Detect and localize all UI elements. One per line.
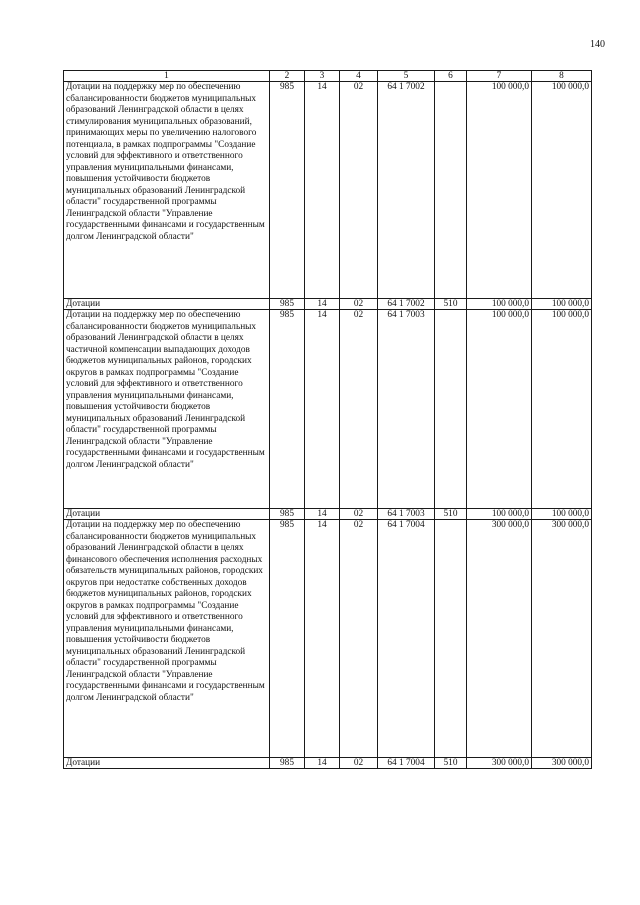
column-header: 5	[378, 71, 435, 82]
table-row	[64, 758, 592, 769]
cell-amount-col8: 100 000,0	[532, 310, 592, 509]
column-header: 2	[270, 71, 305, 82]
cell-section: 14	[305, 82, 340, 299]
cell-subsection: 02	[340, 299, 378, 310]
cell-admin-code: 985	[270, 299, 305, 310]
column-header: 4	[340, 71, 378, 82]
cell-amount-col7: 100 000,0	[467, 310, 532, 509]
table-header-row	[64, 71, 592, 82]
cell-admin-code: 985	[270, 758, 305, 769]
cell-target-article: 64 1 7003	[378, 310, 435, 509]
cell-subsection: 02	[340, 82, 378, 299]
table-row	[64, 82, 592, 299]
cell-subsection: 02	[340, 509, 378, 520]
table-row	[64, 520, 592, 758]
cell-section: 14	[305, 509, 340, 520]
cell-amount-col7: 100 000,0	[467, 299, 532, 310]
cell-section: 14	[305, 758, 340, 769]
cell-amount-col7: 100 000,0	[467, 509, 532, 520]
table-row	[64, 310, 592, 509]
row-description: Дотации	[64, 509, 270, 520]
cell-section: 14	[305, 299, 340, 310]
cell-amount-col8: 300 000,0	[532, 520, 592, 758]
cell-amount-col8: 300 000,0	[532, 758, 592, 769]
column-header: 1	[64, 71, 270, 82]
page-number: 140	[590, 39, 605, 50]
cell-expense-type	[435, 310, 467, 509]
cell-admin-code: 985	[270, 82, 305, 299]
cell-expense-type: 510	[435, 299, 467, 310]
cell-expense-type: 510	[435, 509, 467, 520]
row-description: Дотации на поддержку мер по обеспечению сбалансированности бюджетов муниципальных образований Ленинградской области в целях стимулирования муниципальных образований, принимающих меры по увеличению налогового потенциала, в рамках подпрограммы "Создание условий для эффективного и ответственного управления муниципальными финансами, повышения устойчивости бюджетов муниципальных образований Ленинградской области" государственной программы Ленинградской области "Управление государственными финансами и государственным долгом Ленинградской области"	[64, 82, 270, 299]
table-row	[64, 509, 592, 520]
budget-table	[63, 70, 592, 769]
cell-target-article: 64 1 7004	[378, 758, 435, 769]
cell-expense-type	[435, 82, 467, 299]
cell-target-article: 64 1 7002	[378, 299, 435, 310]
cell-amount-col8: 100 000,0	[532, 509, 592, 520]
column-header: 3	[305, 71, 340, 82]
cell-section: 14	[305, 520, 340, 758]
cell-subsection: 02	[340, 520, 378, 758]
cell-admin-code: 985	[270, 520, 305, 758]
table-row	[64, 299, 592, 310]
cell-amount-col7: 300 000,0	[467, 758, 532, 769]
cell-amount-col8: 100 000,0	[532, 299, 592, 310]
row-description: Дотации	[64, 758, 270, 769]
cell-amount-col7: 300 000,0	[467, 520, 532, 758]
cell-subsection: 02	[340, 310, 378, 509]
cell-section: 14	[305, 310, 340, 509]
cell-admin-code: 985	[270, 509, 305, 520]
row-description: Дотации	[64, 299, 270, 310]
cell-target-article: 64 1 7004	[378, 520, 435, 758]
cell-target-article: 64 1 7003	[378, 509, 435, 520]
cell-expense-type	[435, 520, 467, 758]
cell-target-article: 64 1 7002	[378, 82, 435, 299]
cell-subsection: 02	[340, 758, 378, 769]
column-header: 8	[532, 71, 592, 82]
column-header: 6	[435, 71, 467, 82]
row-description: Дотации на поддержку мер по обеспечению сбалансированности бюджетов муниципальных образований Ленинградской области в целях частичной компенсации выпадающих доходов бюджетов муниципальных районов, городских округов в рамках подпрограммы "Создание условий для эффективного и ответственного управления муниципальными финансами, повышения устойчивости бюджетов муниципальных образований Ленинградской области" государственной программы Ленинградской области "Управление государственными финансами и государственным долгом Ленинградской области"	[64, 310, 270, 509]
cell-admin-code: 985	[270, 310, 305, 509]
cell-amount-col8: 100 000,0	[532, 82, 592, 299]
column-header: 7	[467, 71, 532, 82]
cell-expense-type: 510	[435, 758, 467, 769]
cell-amount-col7: 100 000,0	[467, 82, 532, 299]
row-description: Дотации на поддержку мер по обеспечению сбалансированности бюджетов муниципальных образований Ленинградской области в целях финансового обеспечения исполнения расходных обязательств муниципальных районов, городских округов при недостатке собственных доходов бюджетов муниципальных районов, городских округов в рамках подпрограммы "Создание условий для эффективного и ответственного управления муниципальными финансами, повышения устойчивости бюджетов муниципальных образований Ленинградской области" государственной программы Ленинградской области "Управление государственными финансами и государственным долгом Ленинградской области"	[64, 520, 270, 758]
